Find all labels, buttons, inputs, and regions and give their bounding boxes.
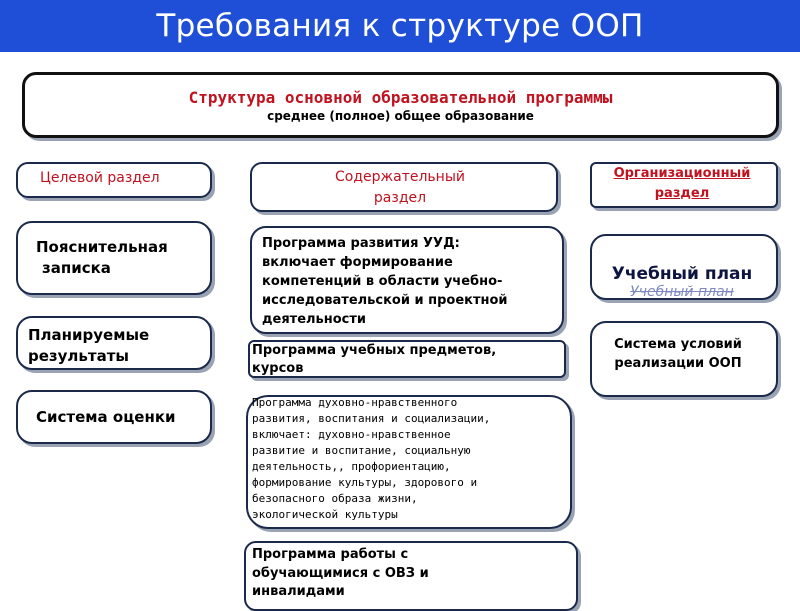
org-section-label-2: раздел <box>654 186 710 201</box>
uud-program-line5: деятельности <box>262 312 367 327</box>
moral-program-line2: развития, воспитания и социализации, <box>252 412 491 425</box>
moral-program-line7: безопасного образа жизни, <box>252 492 418 505</box>
ovz-program-line3: инвалидами <box>252 584 345 599</box>
planned-results-line2: результаты <box>28 347 129 365</box>
explanatory-note-box <box>16 221 212 295</box>
moral-program-line1: Программа духовно-нравственного <box>252 396 458 409</box>
uud-program-line3: компетенций в области учебно- <box>262 274 503 289</box>
moral-program-line5: деятельность,, профориентацию, <box>252 460 451 473</box>
uud-program-line4: исследовательской и проектной <box>262 293 508 308</box>
org-section-label-1: Организационный <box>613 166 751 181</box>
moral-program-line6: формирование культуры, здорового и <box>252 476 478 489</box>
explanatory-note-line2: записка <box>42 259 111 277</box>
assessment-system-label: Система оценки <box>36 408 176 426</box>
conditions-system-line1: Система условий <box>614 337 742 352</box>
moral-program-line3: включает: духовно-нравственное <box>252 428 451 441</box>
content-section-label-2: раздел <box>373 190 427 206</box>
page-title: Требования к структуре ООП <box>156 8 644 44</box>
content-section-label-1: Содержательный <box>335 169 465 185</box>
moral-program-line4: развитие и воспитание, социальную <box>252 444 471 457</box>
moral-program-line8: экологической культуры <box>252 508 398 521</box>
explanatory-note-line1: Пояснительная <box>36 238 168 256</box>
target-section-label: Целевой раздел <box>40 170 160 186</box>
curriculum-label: Учебный план <box>611 264 753 284</box>
subjects-program-line1: Программа учебных предметов, <box>252 343 497 358</box>
subjects-program-line2: курсов <box>252 361 304 376</box>
uud-program-line2: включает формирование <box>262 255 453 270</box>
structure-subtitle: среднее (полное) общее образование <box>267 109 534 123</box>
conditions-system-line2: реализации ООП <box>614 356 742 371</box>
title-bar <box>0 0 800 52</box>
curriculum-shadow-label: Учебный план <box>630 284 734 298</box>
ovz-program-line1: Программа работы с <box>252 547 409 562</box>
ovz-program-line2: обучающимися с ОВЗ и <box>252 566 429 581</box>
structure-title: Структура основной образовательной программы <box>188 88 613 107</box>
uud-program-line1: Программа развития УУД: <box>262 236 460 251</box>
planned-results-line1: Планируемые <box>28 326 150 344</box>
